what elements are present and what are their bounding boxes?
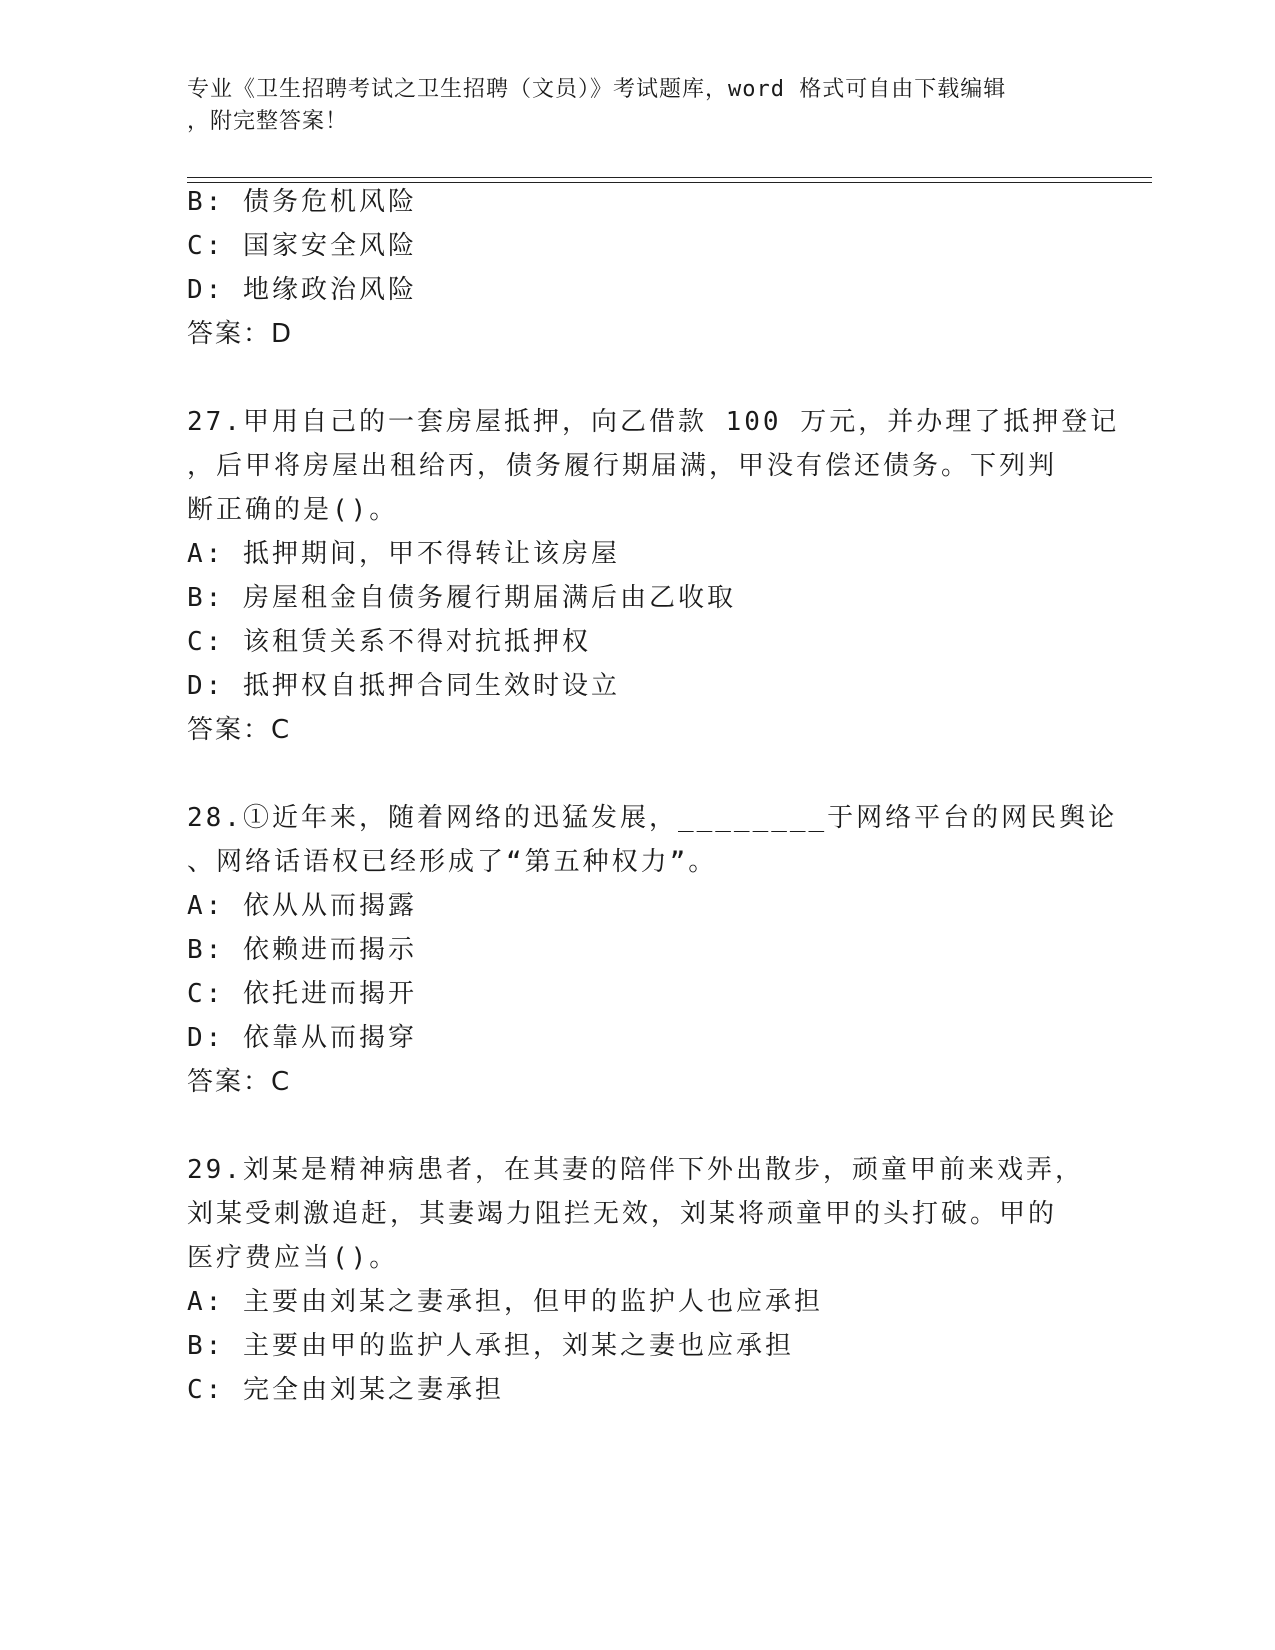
q29-option-c: C: 完全由刘某之妻承担 — [187, 1375, 504, 1405]
q26-option-c: C: 国家安全风险 — [187, 231, 417, 261]
q28-stem-line-2: 、网络话语权已经形成了“第五种权力”。 — [187, 847, 718, 877]
q27-stem-line-2: ，后甲将房屋出租给丙，债务履行期届满，甲没有偿还债务。下列判 — [187, 451, 1058, 481]
header-rule-bottom — [187, 182, 1152, 183]
q28-stem-line-1: 28.①近年来，随着网络的迅猛发展，________于网络平台的网民舆论 — [187, 803, 1118, 833]
q29-option-b: B: 主要由甲的监护人承担，刘某之妻也应承担 — [187, 1331, 794, 1361]
q29-stem-line-2: 刘某受刺激追赶，其妻竭力阻拦无效，刘某将顽童甲的头打破。甲的 — [187, 1199, 1058, 1229]
q26-answer: 答案：D — [187, 319, 294, 349]
header-line-2: ，附完整答案！ — [187, 109, 349, 134]
header-line-1: 专业《卫生招聘考试之卫生招聘（文员）》考试题库，word 格式可自由下载编辑 — [187, 77, 1007, 102]
q27-option-b: B: 房屋租金自债务履行期届满后由乙收取 — [187, 583, 736, 613]
q26-option-d: D: 地缘政治风险 — [187, 275, 417, 305]
q27-answer: 答案：C — [187, 715, 292, 745]
header-rule-top — [187, 177, 1152, 178]
q28-option-d: D: 依靠从而揭穿 — [187, 1023, 417, 1053]
q27-option-d: D: 抵押权自抵押合同生效时设立 — [187, 671, 620, 701]
q29-option-a: A: 主要由刘某之妻承担，但甲的监护人也应承担 — [187, 1287, 823, 1317]
q26-option-b: B: 债务危机风险 — [187, 187, 417, 217]
page-header — [187, 74, 1067, 138]
q28-answer: 答案：C — [187, 1067, 292, 1097]
q28-option-b: B: 依赖进而揭示 — [187, 935, 417, 965]
q27-option-a: A: 抵押期间，甲不得转让该房屋 — [187, 539, 620, 569]
q28-option-a: A: 依从从而揭露 — [187, 891, 417, 921]
q27-stem-line-1: 27.甲用自己的一套房屋抵押，向乙借款 100 万元，并办理了抵押登记 — [187, 407, 1120, 437]
q27-option-c: C: 该租赁关系不得对抗抵押权 — [187, 627, 591, 657]
q28-option-c: C: 依托进而揭开 — [187, 979, 417, 1009]
q29-stem-line-3: 医疗费应当()。 — [187, 1243, 399, 1273]
q29-stem-line-1: 29.刘某是精神病患者，在其妻的陪伴下外出散步，顽童甲前来戏弄， — [187, 1155, 1084, 1185]
q27-stem-line-3: 断正确的是()。 — [187, 495, 399, 525]
